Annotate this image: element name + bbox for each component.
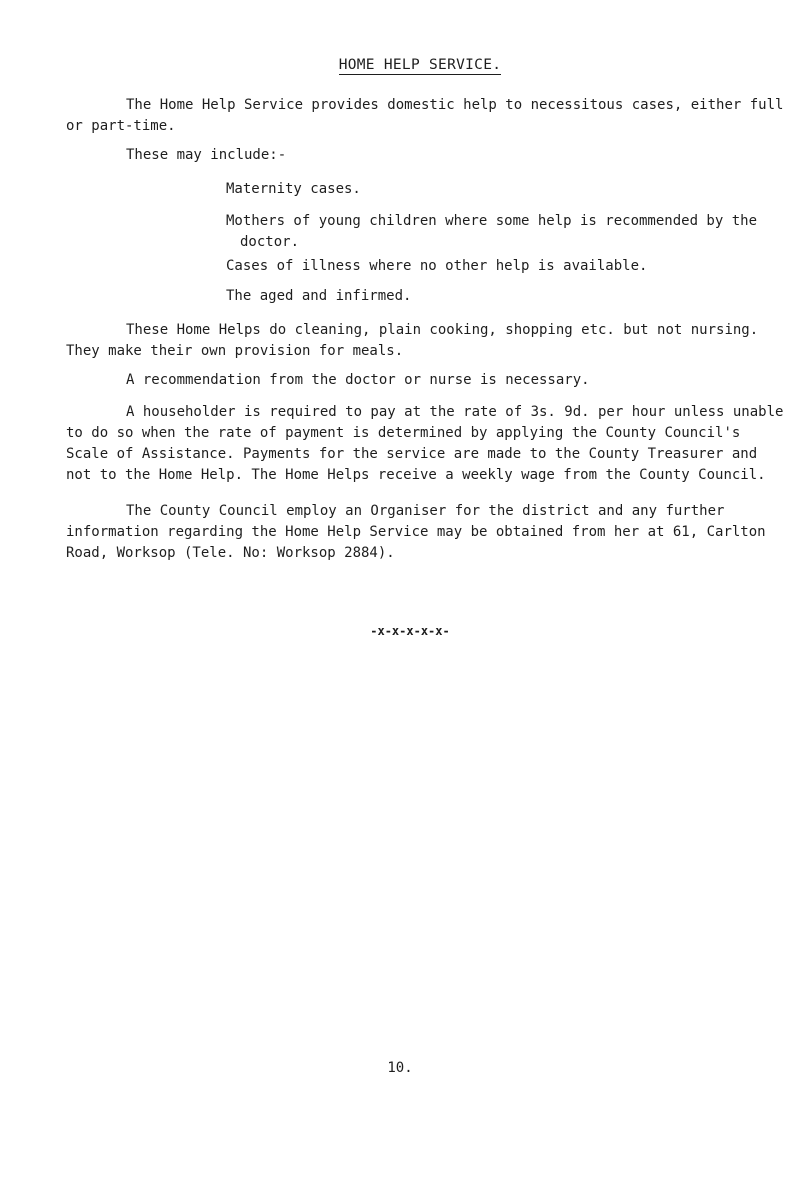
list-item-illness: Cases of illness where no other help is available.	[226, 258, 648, 274]
paragraph-organiser: The County Council employ an Organiser for the district and any further information regarding the Home Help Service may be obtained from her at 61, Carlton Road, Worksop (Tele. No: Worksop 2884).	[66, 503, 766, 561]
paragraph-payment: A householder is required to pay at the rate of 3s. 9d. per hour unless unable to do so when the rate of payment is determined by applying the County Council's Scale of Assistance. Payments for the service are made to the County Treasurer and not to the Home Help. The Home Helps receive a weekly wage from the County Council.	[66, 404, 784, 483]
paragraph-recommendation: A recommendation from the doctor or nurse is necessary.	[126, 372, 590, 388]
paragraph-duties: These Home Helps do cleaning, plain cooking, shopping etc. but not nursing. They make their own provision for meals.	[66, 322, 759, 359]
list-item-mothers: Mothers of young children where some help is recommended by the doctor.	[226, 213, 758, 250]
section-separator: -x-x-x-x-x-	[370, 624, 450, 638]
list-item-aged: The aged and infirmed.	[226, 288, 412, 304]
page-title-text: HOME HELP SERVICE.	[338, 57, 502, 73]
page-number: 10.	[387, 1060, 413, 1076]
list-intro: These may include:-	[126, 147, 287, 163]
list-item-maternity: Maternity cases.	[226, 181, 361, 197]
page-title	[0, 57, 800, 73]
intro-paragraph: The Home Help Service provides domestic help to necessitous cases, either full or part-time.	[66, 97, 784, 134]
